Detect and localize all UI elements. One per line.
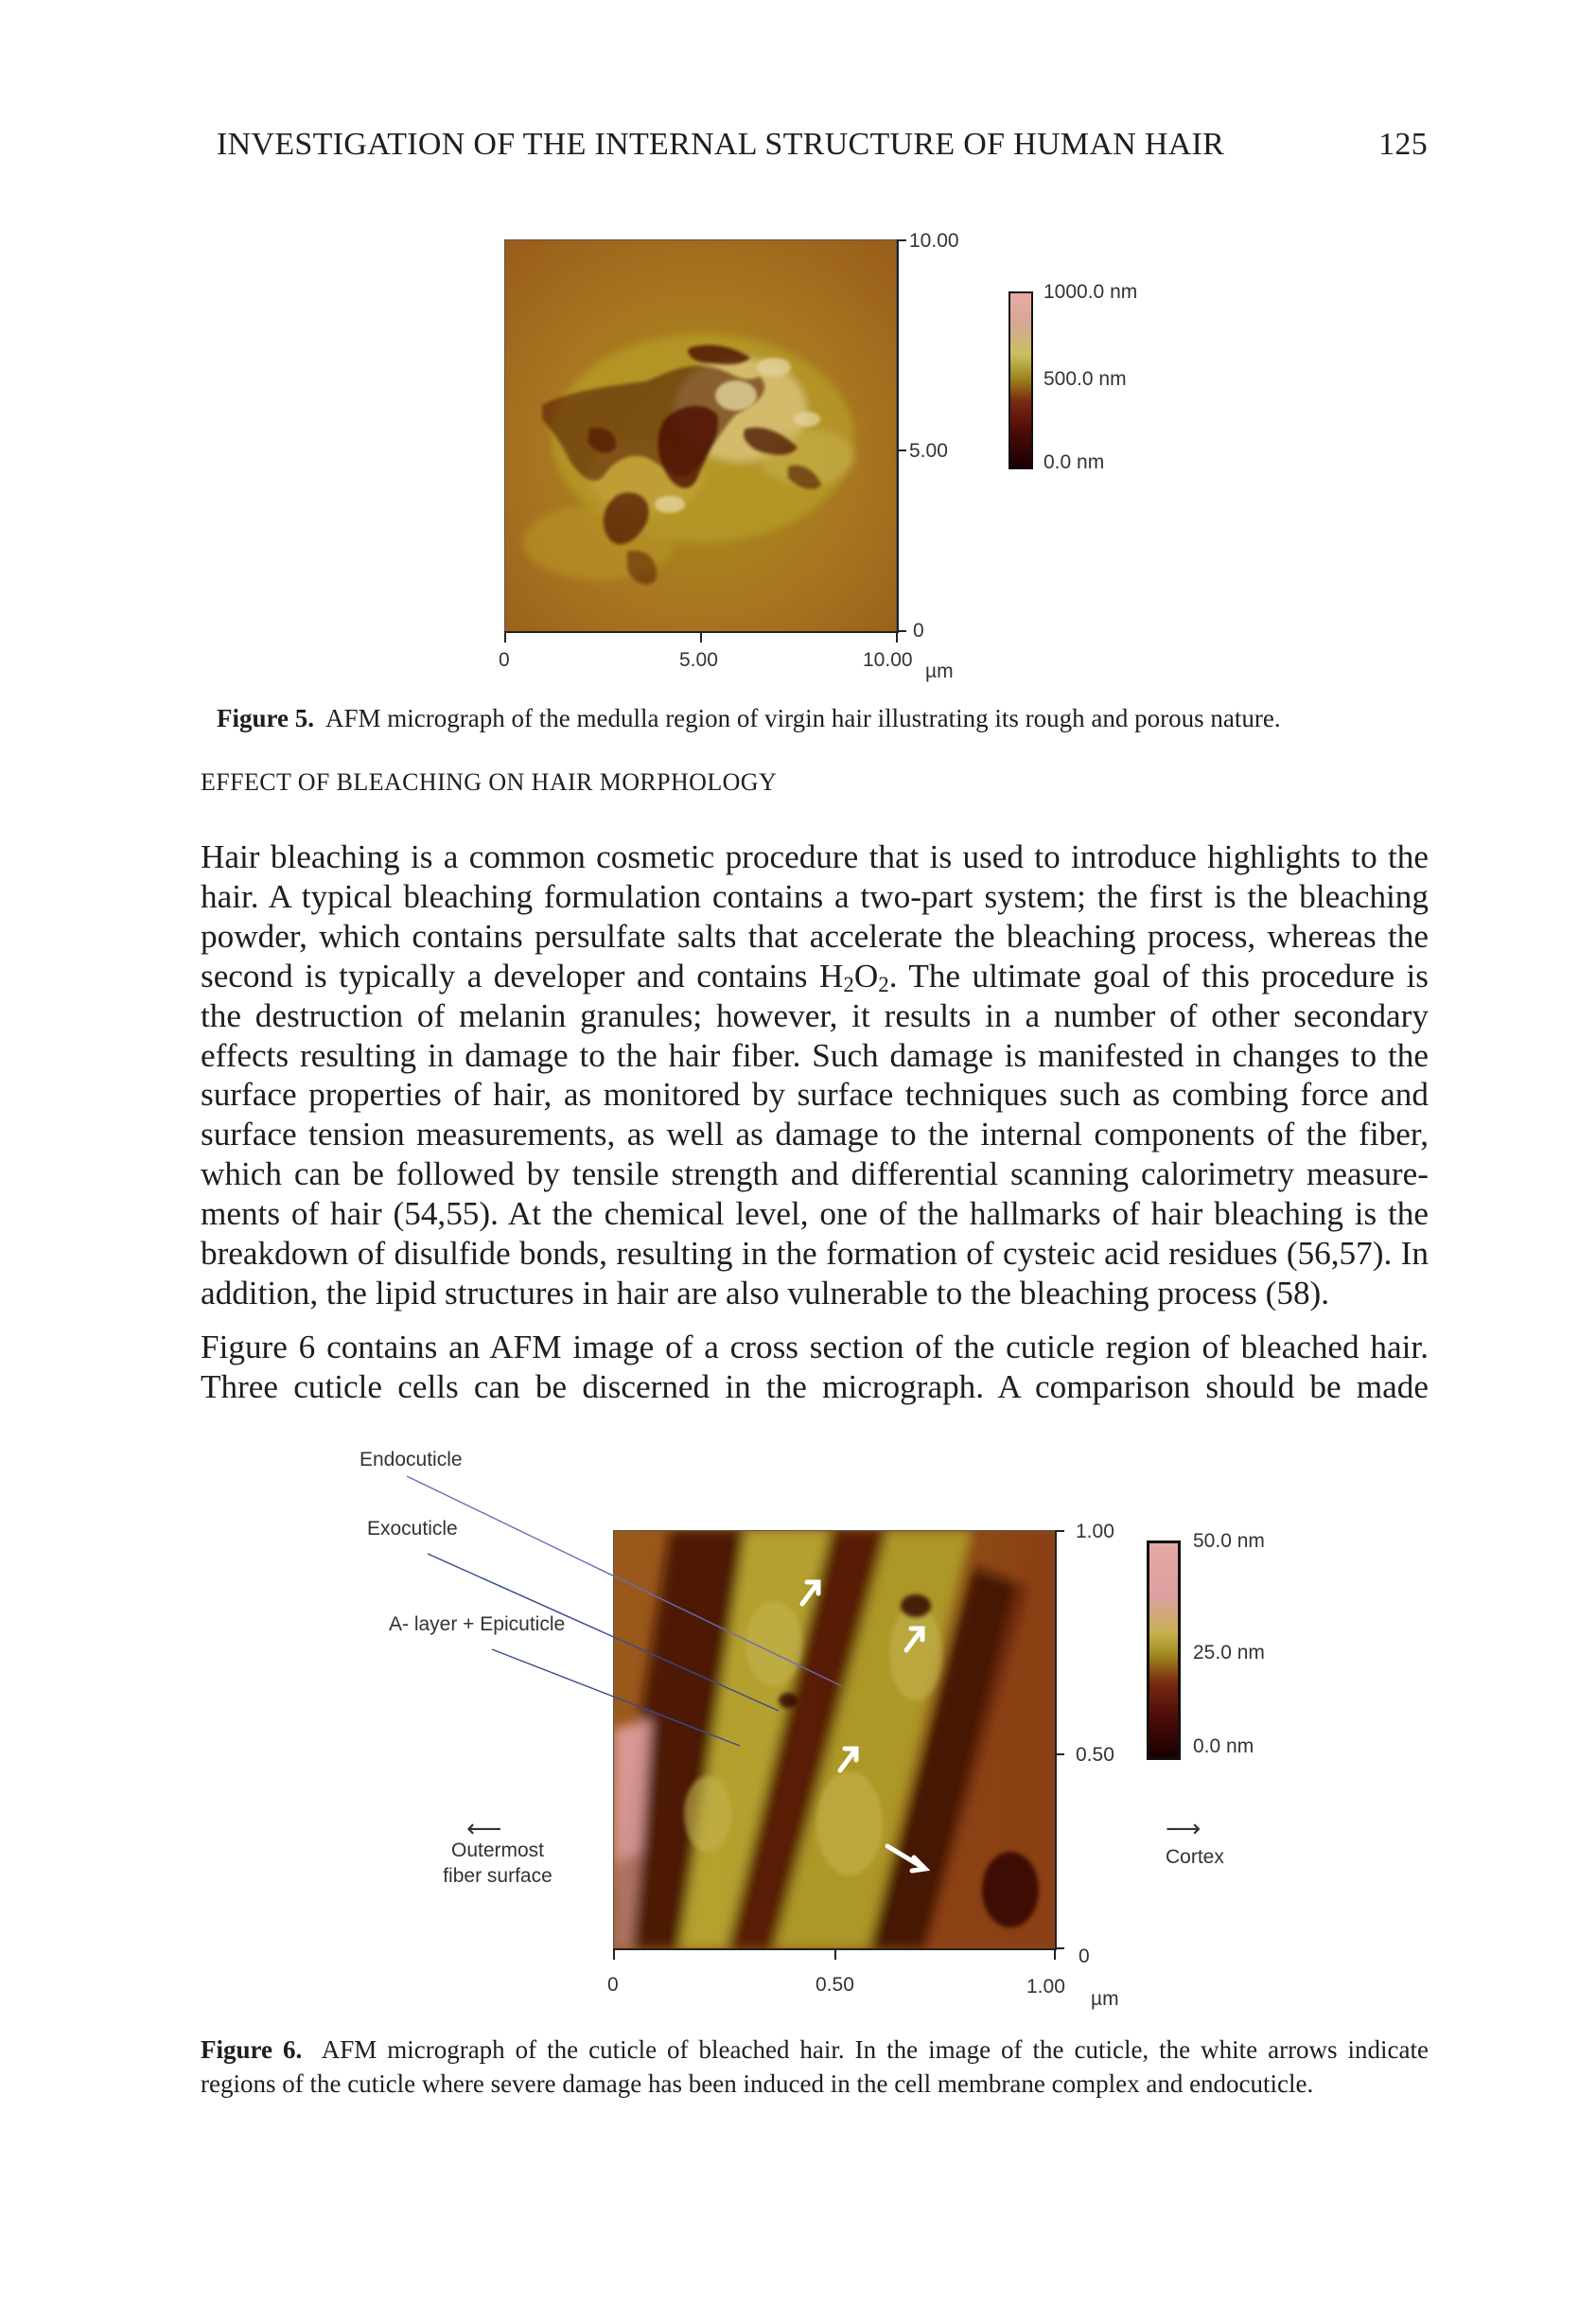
figure6-x-tick-label: 1.00 bbox=[1026, 1976, 1065, 1998]
figure5-unit-label: µm bbox=[925, 660, 954, 682]
figure6-x-tick bbox=[834, 1948, 836, 1960]
figure6-scale-label: 50.0 nm bbox=[1193, 1530, 1265, 1552]
figure6-scale-label: 0.0 nm bbox=[1193, 1735, 1254, 1757]
page-number: 125 bbox=[1378, 127, 1428, 162]
figure6-y-tick-label: 0.50 bbox=[1076, 1744, 1114, 1766]
section-heading: EFFECT OF BLEACHING ON HAIR MORPHOLOGY bbox=[201, 768, 778, 796]
left-arrow-icon: ⟵ bbox=[466, 1814, 502, 1842]
right-arrow-icon: ⟶ bbox=[1166, 1814, 1201, 1842]
figure5-scale-label: 500.0 nm bbox=[1044, 368, 1127, 390]
figure5-y-tick-label: 0 bbox=[913, 620, 924, 642]
figure6-y-axis bbox=[1055, 1530, 1057, 1950]
figure5-y-tick-label: 10.00 bbox=[909, 230, 959, 252]
label-exocuticle: Exocuticle bbox=[367, 1518, 458, 1540]
figure5-x-tick-label: 5.00 bbox=[679, 649, 718, 671]
figure6-x-tick-label: 0 bbox=[607, 1974, 619, 1996]
para1-text-a: Hair bleaching is a common cosmetic procedure that is used to introduce highlights to the hair. A typical bleaching formulation contains a two-part system; the first is the bleaching powder, which contains persulfate salts that accelerate the bleaching process, whereas the second is typically a developer and contains bbox=[201, 838, 1429, 995]
figure5-x-tick-label: 0 bbox=[499, 649, 510, 671]
label-a-layer-epicuticle: A- layer + Epicuticle bbox=[389, 1613, 566, 1635]
figure6-y-tick-label: 0 bbox=[1079, 1945, 1090, 1967]
label-cortex: Cortex bbox=[1166, 1846, 1224, 1868]
figure6-unit-label: µm bbox=[1091, 1988, 1119, 2010]
figure5-caption-label: Figure 5. bbox=[217, 704, 314, 732]
figure6-y-tick-label: 1.00 bbox=[1076, 1521, 1114, 1542]
h2o2-formula: $H_2O_2$ bbox=[818, 957, 889, 996]
figure5-y-tick-label: 5.00 bbox=[909, 440, 948, 462]
figure6-y-tick bbox=[1055, 1753, 1064, 1755]
figure6-caption bbox=[201, 2033, 1429, 2101]
figure6-y-tick bbox=[1055, 1947, 1064, 1949]
figure6-x-tick bbox=[1054, 1948, 1056, 1960]
figure6-caption-label: Figure 6. bbox=[201, 2035, 303, 2064]
figure6-y-tick bbox=[1055, 1530, 1064, 1532]
figure5-scale-label: 0.0 nm bbox=[1044, 451, 1105, 473]
figure5-x-tick-label: 10.00 bbox=[863, 649, 913, 671]
label-outermost: Outermost fiber surface bbox=[443, 1840, 552, 1887]
para1-text-b: . The ultimate goal of this procedure is the destruction of melanin granules; however, it results in a number of other secondary effects resulting in damage to the hair fiber. Such damage is manifested in changes to the surface properties of hair, as monitored by surface techniques such as combing force and surface tension measurements, as well as damage to the internal components of the fiber, which can be followed by tensile strength and differential scanning calorimetry measurements of hair (54,55). At the chemical level, one of the hallmarks of hair bleaching is the breakdown of disulfide bonds, resulting in the formation of cysteic acid residues (56,57). In addition, the lipid structures in hair are also vulnerable to the bleaching process (58). bbox=[201, 957, 1429, 1311]
figure6-caption-text: AFM micrograph of the cuticle of bleached hair. In the image of the cuticle, the white arrows indicate regions of the cuticle where severe damage has been induced in the cell membrane complex and endocuticle. bbox=[201, 2035, 1429, 2098]
figure6-x-tick-label: 0.50 bbox=[816, 1974, 854, 1996]
figure6-scale-label: 25.0 nm bbox=[1193, 1642, 1265, 1663]
figure6-x-tick bbox=[613, 1948, 615, 1960]
figure6-color-scale bbox=[1147, 1540, 1181, 1760]
body-paragraph-2: Figure 6 contains an AFM image of a cross section of the cuticle region of bleached hair. Three cuticle cells can be discerned in the micrograph. A comparison should be made bbox=[201, 1329, 1429, 1405]
figure5-scale-label: 1000.0 nm bbox=[1044, 281, 1138, 303]
label-endocuticle: Endocuticle bbox=[360, 1449, 463, 1470]
running-head-title: INVESTIGATION OF THE INTERNAL STRUCTURE OF HUMAN HAIR bbox=[217, 127, 1225, 162]
figure5-caption-text: AFM micrograph of the medulla region of virgin hair illustrating its rough and porous nature. bbox=[325, 704, 1281, 732]
